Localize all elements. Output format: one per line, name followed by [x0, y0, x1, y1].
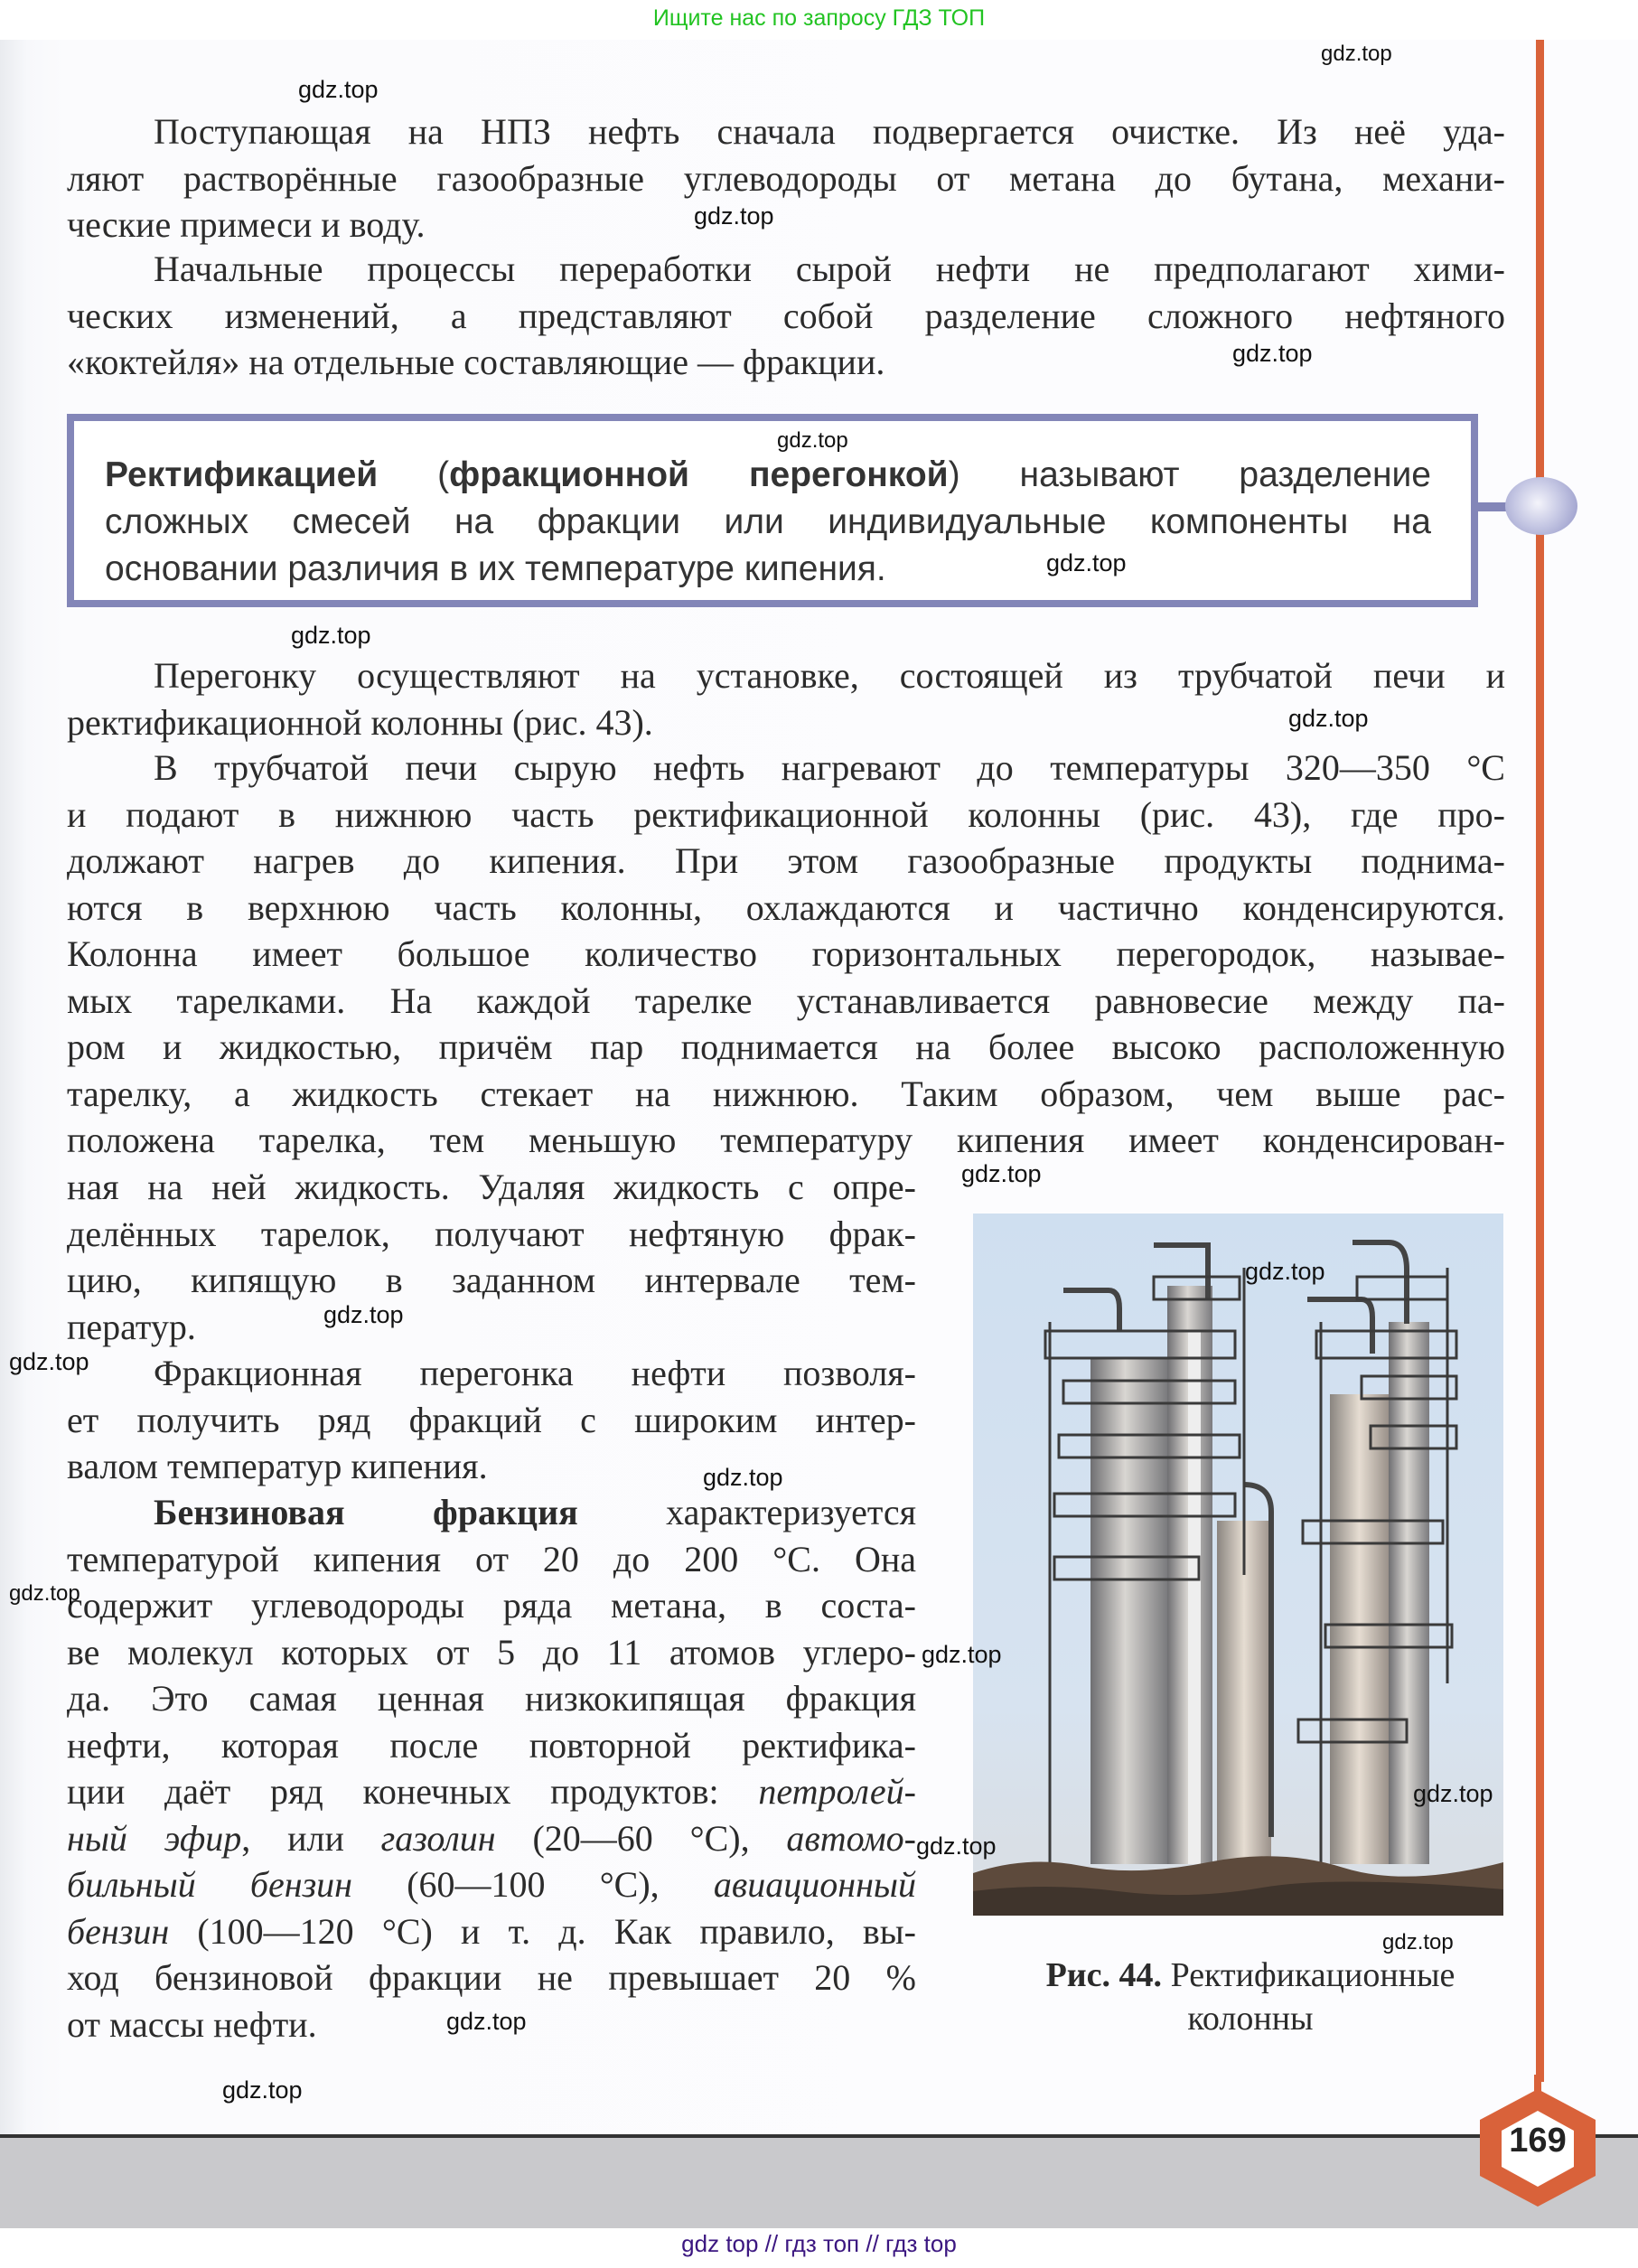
text-line: тарелку, а жидкость стекает на нижнюю. Таким образом, чем выше рас-	[67, 1073, 1505, 1114]
paragraph-fractional	[67, 1350, 916, 1490]
text-line: Перегонку осуществляют на установке, состоящей из трубчатой печи и	[154, 655, 1505, 696]
text-line: ная на ней жидкость. Удаляя жидкость с опре-	[67, 1167, 916, 1207]
watermark: gdz.top	[1245, 1258, 1325, 1285]
text-line: делённых тарелок, получают нефтяную фрак-	[67, 1213, 916, 1254]
definition-line: основании различия в их температуре кипения.	[105, 549, 886, 588]
text-line: В трубчатой печи сырую нефть нагревают до температуры 320—350 °С	[154, 747, 1505, 788]
text-line: ператур.	[67, 1306, 196, 1347]
text-line: цию, кипящую в заданном интервале тем-	[67, 1260, 916, 1300]
text-line: положена тарелка, тем меньшую температуру кипения имеет конденсирован-	[67, 1120, 1505, 1160]
watermark: gdz.top	[1288, 705, 1369, 732]
text-line: от массы нефти.	[67, 2003, 317, 2045]
watermark: gdz.top	[1382, 1930, 1454, 1954]
watermark: gdz.top	[916, 1832, 997, 1860]
text-line: ный эфир, или газолин (20—60 °С), автомо-	[67, 1817, 916, 1859]
watermark: gdz.top	[1321, 42, 1392, 66]
text-line: бензин (100—120 °С) и т. д. Как правило, вы-	[67, 1910, 916, 1952]
text-line: Бензиновая фракция характеризуется	[154, 1492, 916, 1532]
definition-box	[67, 414, 1478, 607]
watermark: gdz.top	[222, 2076, 303, 2104]
footer-links[interactable]	[0, 2230, 1638, 2258]
text-line: температурой кипения от 20 до 200 °С. Она	[67, 1538, 916, 1579]
watermark: gdz.top	[9, 1348, 89, 1375]
page-footer-band	[0, 2134, 1638, 2228]
paragraph-purification	[67, 108, 1505, 248]
watermark: gdz.top	[1413, 1780, 1493, 1807]
text-line: Начальные процессы переработки сырой нефти не предполагают хими-	[154, 248, 1505, 289]
text-line: ром и жидкостью, причём пар поднимается на более высоко расположенную	[67, 1026, 1505, 1067]
text-line: ческие примеси и воду.	[67, 204, 426, 245]
text-line: да. Это самая ценная низкокипящая фракция	[67, 1678, 916, 1719]
text-line: Поступающая на НПЗ нефть сначала подвергается очистке. Из неё уда-	[154, 111, 1505, 152]
definition-line: сложных смесей на фракции или индивидуальные компоненты на	[105, 502, 1431, 541]
text-line: Фракционная перегонка нефти позволя-	[154, 1353, 916, 1393]
page-number-badge	[1474, 2075, 1601, 2210]
watermark: gdz.top	[9, 1581, 80, 1606]
figure-label: Рис. 44.	[1045, 1956, 1163, 1994]
text-line: ческих изменений, а представляют собой разделение сложного нефтяного	[67, 295, 1505, 336]
box-connector	[1478, 502, 1509, 511]
margin-accent-line	[1536, 40, 1544, 2082]
watermark: gdz.top	[777, 428, 848, 453]
footer-link-text[interactable]: gdz top // гдз топ // гдз top	[681, 2230, 957, 2257]
watermark: gdz.top	[1232, 340, 1313, 367]
watermark: gdz.top	[1046, 549, 1127, 576]
distillation-columns-illustration	[973, 1214, 1503, 1916]
text-line: должают нагрев до кипения. При этом газообразные продукты поднима-	[67, 840, 1505, 881]
text-line: Колонна имеет большое количество горизонтальных перегородок, называе-	[67, 933, 1505, 974]
margin-bead-icon	[1505, 477, 1577, 535]
text-line: ве молекул которых от 5 до 11 атомов углеро-	[67, 1631, 916, 1673]
definition-line: Ректификацией (фракционной перегонкой) называют разделение	[105, 455, 1431, 494]
search-banner	[0, 0, 1638, 45]
watermark: gdz.top	[446, 2008, 527, 2035]
text-line: нефти, которая после повторной ректифика-	[67, 1724, 916, 1766]
figure-caption: Рис. 44. Ректификационные колонны	[1045, 1956, 1455, 2038]
watermark: gdz.top	[298, 76, 379, 103]
page-number: 169	[1509, 2122, 1567, 2160]
banner-text: Ищите нас по запросу ГДЗ ТОП	[652, 5, 986, 31]
watermark: gdz.top	[291, 622, 371, 649]
text-line: содержит углеводороды ряда метана, в соста-	[67, 1585, 916, 1626]
text-line: ляют растворённые газообразные углеводороды от метана до бутана, механи-	[67, 157, 1505, 199]
watermark: gdz.top	[694, 202, 774, 230]
watermark: gdz.top	[703, 1464, 783, 1491]
rectification-columns-photo	[973, 1214, 1503, 1916]
term-rectification: Ректификацией	[105, 455, 379, 494]
term-gasoline-fraction: Бензиновая фракция	[154, 1492, 578, 1532]
text-line: мых тарелками. На каждой тарелке устанавливается равновесие между па-	[67, 979, 1505, 1021]
watermark: gdz.top	[323, 1301, 404, 1328]
text-line: ход бензиновой фракции не превышает 20 %	[67, 1957, 916, 1998]
term-fractional-distillation: фракционной перегонкой	[449, 455, 949, 494]
text-line: ректификационной колонны (рис. 43).	[67, 701, 653, 743]
text-line: ются в верхнюю часть колонны, охлаждаются и частично конденсируются.	[67, 886, 1505, 928]
paragraph-gasoline-fraction	[67, 1489, 916, 2048]
text-line: «коктейля» на отдельные составляющие — фракции.	[67, 342, 885, 382]
watermark: gdz.top	[922, 1641, 1002, 1668]
watermark: gdz.top	[961, 1160, 1042, 1187]
text-line: валом температур кипения.	[67, 1446, 488, 1486]
paragraph-furnace-column	[67, 745, 1505, 1164]
text-line: ции даёт ряд конечных продуктов: петролей-	[67, 1771, 916, 1812]
text-line: бильный бензин (60—100 °С), авиационный	[67, 1864, 916, 1905]
text-line: и подают в нижнюю часть ректификационной колонны (рис. 43), где про-	[67, 793, 1505, 835]
paragraph-furnace-column-cont	[67, 1164, 916, 1350]
text-line: ет получить ряд фракций с широким интер-	[67, 1399, 916, 1440]
